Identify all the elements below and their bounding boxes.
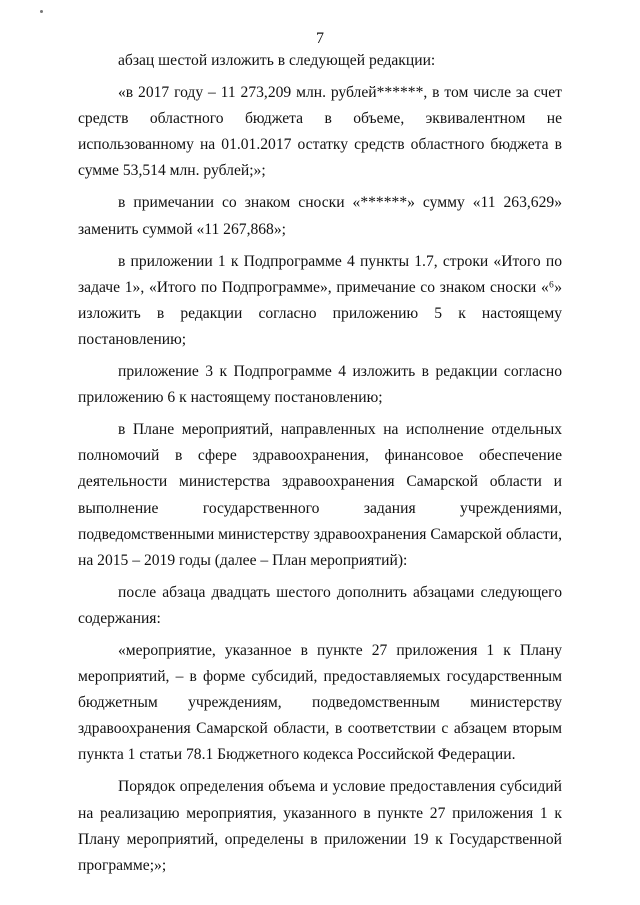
paragraph: Порядок определения объема и условие предоставления субсидий на реализацию мероприятия, указанного в пункте 27 приложения 1 к Плану мероприятий, определены в приложении 19 к Государственной программе;»; bbox=[78, 778, 562, 874]
paragraph: в примечании со знаком сноски «******» сумму «11 263,629» заменить суммой «11 267,868»; bbox=[78, 194, 562, 238]
paragraph: приложение 3 к Подпрограмме 4 изложить в редакции согласно приложению 6 к настоящему постановлению; bbox=[78, 363, 562, 407]
paragraph: абзац шестой изложить в следующей редакции: bbox=[118, 52, 436, 69]
paragraph: «мероприятие, указанное в пункте 27 приложения 1 к Плану мероприятий, – в форме субсидий, предоставляемых государственным бюджетным учреждениям, подведомственным министерству здравоохранения Самарской области, в соответствии с абзацем вторым пункта 1 статьи 78.1 Бюджетного кодекса Российской Федерации. bbox=[78, 641, 562, 764]
paragraph: в приложении 1 к Подпрограмме 4 пункты 1.7, строки «Итого по задаче 1», «Итого по Подпрограмме», примечание со знаком сноски «⁶» изложить в редакции согласно приложению 5 к настоящему постановлению; bbox=[78, 252, 562, 348]
paragraph: «в 2017 году – 11 273,209 млн. рублей******, в том числе за счет средств областного бюджета в объеме, эквивалентном не использованному на 01.01.2017 остатку средств областного бюджета в сумме 53,514 млн. рублей;»; bbox=[78, 84, 562, 180]
scan-dot-mark bbox=[40, 10, 43, 13]
paragraph: после абзаца двадцать шестого дополнить абзацами следующего содержания: bbox=[78, 583, 562, 627]
document-body bbox=[78, 48, 562, 885]
paragraph: в Плане мероприятий, направленных на исполнение отдельных полномочий в сфере здравоохранения, финансовое обеспечение деятельности министерства здравоохранения Самарской области и выполнение государственного задания учреждениями, подведомственными министерству здравоохранения Самарской области, на 2015 – 2019 годы (далее – План мероприятий): bbox=[78, 421, 562, 569]
page-number: 7 bbox=[316, 30, 324, 47]
